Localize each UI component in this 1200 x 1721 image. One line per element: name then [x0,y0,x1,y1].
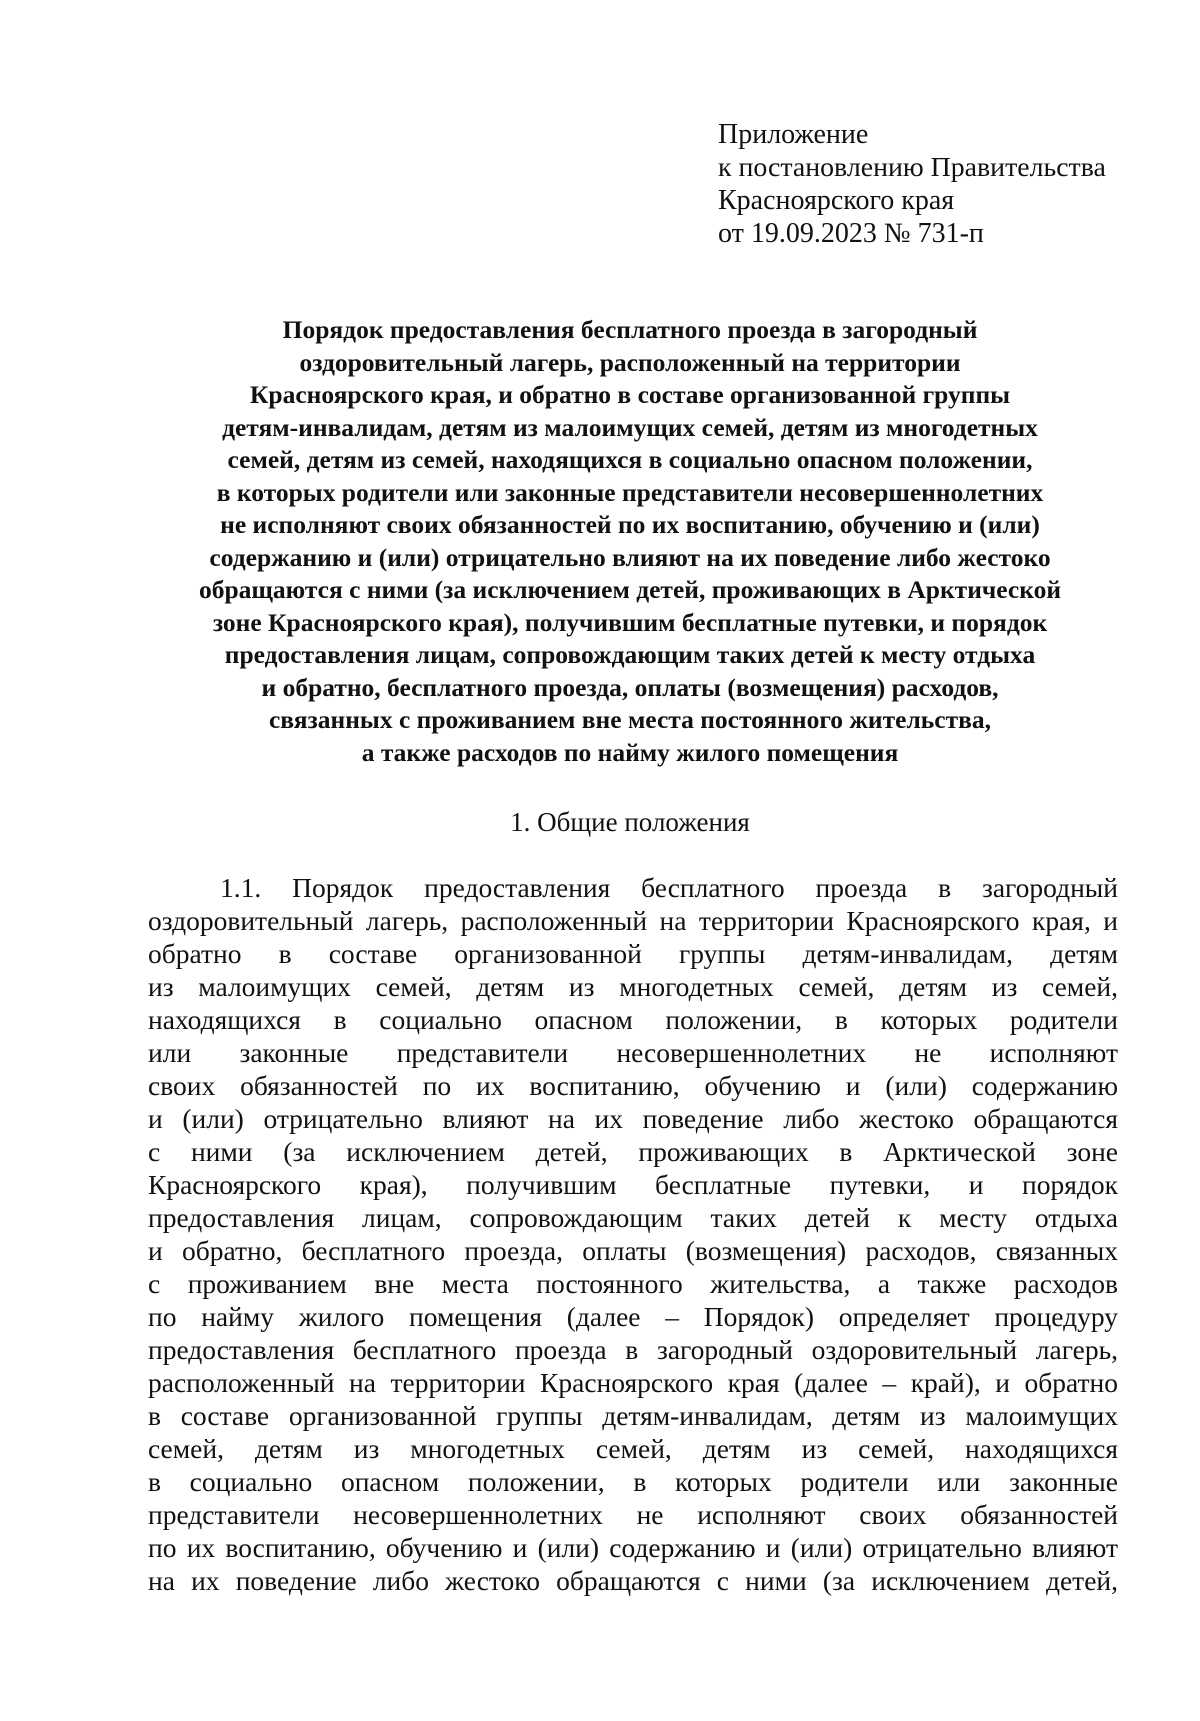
paragraph-line: и обратно, бесплатного проезда, оплаты (возмещения) расходов, связанных [148,1235,1118,1266]
paragraph-line: с проживанием вне места постоянного жительства, а также расходов [148,1268,1118,1299]
paragraph-line: или законные представители несовершеннолетних не исполняют [148,1037,1118,1068]
paragraph-line: в социально опасном положении, в которых родители или законные [148,1466,1118,1497]
title-line: связанных с проживанием вне места постоянного жительства, [268,705,991,734]
title-line: не исполняют своих обязанностей по их воспитанию, обучению и (или) [220,510,1040,539]
paragraph-line: обратно в составе организованной группы детям-инвалидам, детям [148,938,1118,969]
appendix-line-1: Приложение [718,119,869,150]
paragraph-line: и (или) отрицательно влияют на их поведение либо жестоко обращаются [148,1103,1118,1134]
appendix-line-3: Красноярского края [718,185,955,216]
appendix-block [718,118,1106,250]
title-line: обращаются с ними (за исключением детей, проживающих в Арктической [198,575,1062,604]
paragraph-line: представители несовершеннолетних не исполняют своих обязанностей [148,1499,1118,1530]
paragraph-line: по их воспитанию, обучению и (или) содержанию и (или) отрицательно влияют [148,1532,1118,1563]
paragraph-line: предоставления лицам, сопровождающим таких детей к месту отдыха [148,1202,1118,1233]
title-line: семей, детям из семей, находящихся в социально опасном положении, [227,445,1033,474]
paragraph-line: 1.1. Порядок предоставления бесплатного проезда в загородный [220,872,1118,903]
title-line: оздоровительный лагерь, расположенный на территории [299,347,961,377]
paragraph-line: находящихся в социально опасном положении, в которых родители [148,1004,1118,1035]
title-line: и обратно, бесплатного проезда, оплаты (возмещения) расходов, [261,672,999,702]
paragraph-1-1 [148,871,1118,1597]
paragraph-line: на их поведение либо жестоко обращаются с ними (за исключением детей, [148,1565,1118,1596]
title-line: а также расходов по найму жилого помещения [361,737,899,767]
appendix-line-4: от 19.09.2023 № 731-п [718,218,984,249]
appendix-line-2: к постановлению Правительства [718,152,1106,183]
title-line: детям-инвалидам, детям из малоимущих семей, детям из многодетных [222,412,1038,442]
paragraph-line: по найму жилого помещения (далее – Порядок) определяет процедуру [148,1301,1118,1332]
title-line: зоне Красноярского края), получившим бесплатные путевки, и порядок [212,607,1048,637]
title-line: предоставления лицам, сопровождающим таких детей к месту отдыха [224,640,1036,669]
paragraph-line: расположенный на территории Красноярского края (далее – край), и обратно [148,1367,1118,1398]
paragraph-line: с ними (за исключением детей, проживающих в Арктической зоне [148,1136,1118,1167]
title-line: содержанию и (или) отрицательно влияют на их поведение либо жестоко [209,542,1051,572]
paragraph-line: семей, детям из многодетных семей, детям из семей, находящихся [148,1433,1118,1464]
paragraph-line: Красноярского края), получившим бесплатные путевки, и порядок [148,1169,1118,1200]
title-line: Красноярского края, и обратно в составе организованной группы [249,380,1011,409]
title-line: Порядок предоставления бесплатного проезда в загородный [282,315,978,344]
paragraph-line: из малоимущих семей, детям из многодетных семей, детям из семей, [148,971,1118,1002]
paragraph-line: оздоровительный лагерь, расположенный на территории Красноярского края, и [148,905,1118,936]
paragraph-line: своих обязанностей по их воспитанию, обучению и (или) содержанию [148,1070,1118,1101]
title-line: в которых родители или законные представители несовершеннолетних [216,477,1044,507]
paragraph-line: в составе организованной группы детям-инвалидам, детям из малоимущих [148,1400,1118,1431]
document-title [140,314,1120,769]
section-heading: 1. Общие положения [510,807,750,837]
paragraph-line: предоставления бесплатного проезда в загородный оздоровительный лагерь, [148,1334,1118,1365]
